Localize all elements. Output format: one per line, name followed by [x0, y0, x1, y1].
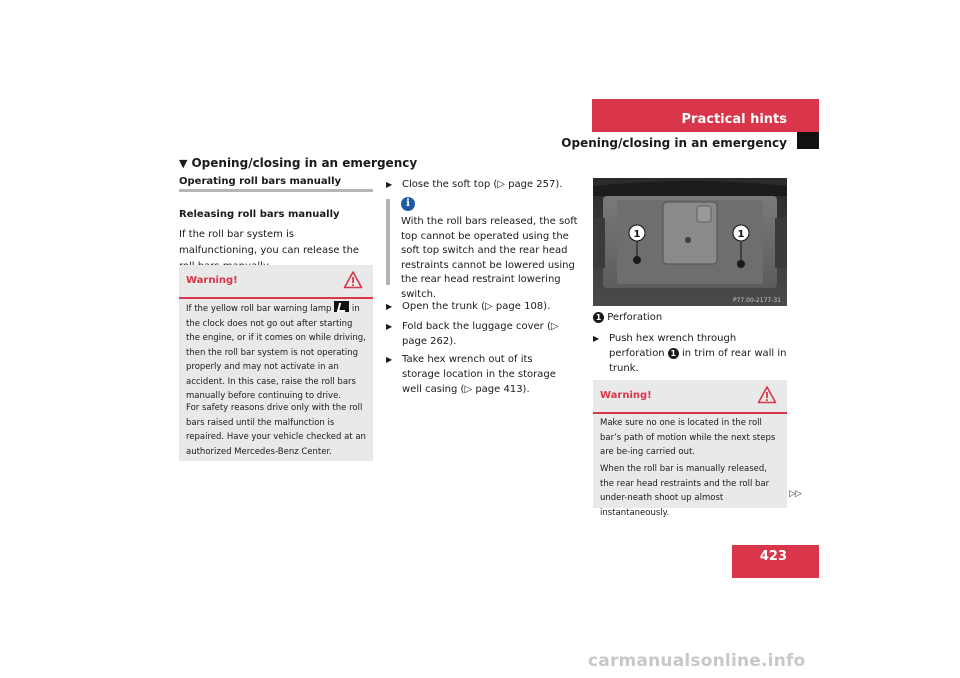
warning-title: Warning! [186, 275, 238, 286]
warning-rule [593, 412, 787, 414]
step-arrow-icon: ▶ [386, 180, 393, 189]
info-note: With the roll bars released, the soft top cannot be operated using the soft top switch and the rear head restraints cannot be lowered using the rear head restraint lowering switch. [401, 216, 578, 300]
warning-text-part: in the clock does not go out after starting the engine, or if it comes on while driving, then the roll bar system is not operating properly and may not activate in an accident. In this case, raise the roll bars manually before continuing to drive. [186, 304, 366, 401]
step-text: Fold back the luggage cover (▷ page 262). [402, 321, 559, 347]
warning-box-roll-bar-motion [593, 380, 787, 518]
warning-paragraph-2: When the roll bar is manually released, the rear head restraints and the roll bar under-neath shoot up almost instantaneously. [600, 464, 770, 518]
warning-triangle-icon [757, 385, 777, 409]
intro-paragraph: If the roll bar system is malfunctioning, you can release the [179, 229, 360, 256]
header-subsection-title: Opening/closing in an emergency [561, 136, 787, 150]
photo-caption [593, 312, 662, 323]
photo-code: P77.00-2177-31 [732, 297, 781, 304]
warning-text-part: If the yellow roll bar warning lamp [186, 304, 332, 314]
warning-box-roll-bar-lamp [179, 265, 373, 461]
warning-paragraph-1: Make sure no one is located in the roll bar’s path of motion while the next steps are be-ing carried out. [600, 418, 776, 457]
trunk-rear-wall-photo [593, 178, 787, 306]
info-vertical-bar [386, 199, 390, 285]
step-text: Open the trunk (▷ page 108). [402, 301, 551, 312]
callout-number-badge: 1 [668, 348, 679, 359]
warning-rule [179, 297, 373, 299]
paragraph-heading: Releasing roll bars manually [179, 209, 340, 220]
section-title [179, 156, 417, 170]
callout-1-right: 1 [737, 229, 745, 240]
continued-arrows-icon: ▷▷ [789, 489, 801, 499]
warning-paragraph-2: For safety reasons drive only with the roll bars raised until the malfunction is repaired. Have your vehicle checked at an authorized Mercedes-Benz Center. [186, 403, 366, 457]
warning-triangle-icon [343, 270, 363, 294]
roll-bar-warning-lamp-icon [334, 301, 349, 312]
warning-title: Warning! [600, 390, 652, 401]
watermark[interactable]: carmanualsonline.info [588, 651, 806, 671]
subsection-heading: Operating roll bars manually [179, 176, 342, 187]
step-arrow-icon: ▶ [386, 322, 393, 331]
section-title-text: Opening/closing in an emergency [191, 156, 418, 170]
info-icon: i [401, 197, 415, 211]
step-text [609, 331, 787, 376]
heading-rule [179, 189, 373, 192]
page-number: 423 [759, 549, 787, 564]
step-arrow-icon: ▶ [593, 334, 600, 343]
warning-paragraph-1 [186, 301, 367, 404]
header-section-title: Practical hints [681, 112, 787, 127]
caption-text: Perforation [607, 312, 663, 323]
step-arrow-icon: ▶ [386, 302, 393, 311]
step-text: Close the soft top (▷ page 257). [402, 179, 563, 190]
step-text-part: in trim of rear wall in trunk. [609, 348, 787, 374]
step-text: Take hex wrench out of its storage location in the storage well casing (▷ page 413). [402, 354, 556, 395]
header-marker [797, 132, 819, 149]
triangle-down-icon: ▼ [179, 157, 188, 170]
step-text-part: Push hex wrench through perforation [609, 333, 737, 359]
callout-number-badge: 1 [593, 312, 604, 323]
step-arrow-icon: ▶ [386, 355, 393, 364]
callout-1-left: 1 [633, 229, 641, 240]
